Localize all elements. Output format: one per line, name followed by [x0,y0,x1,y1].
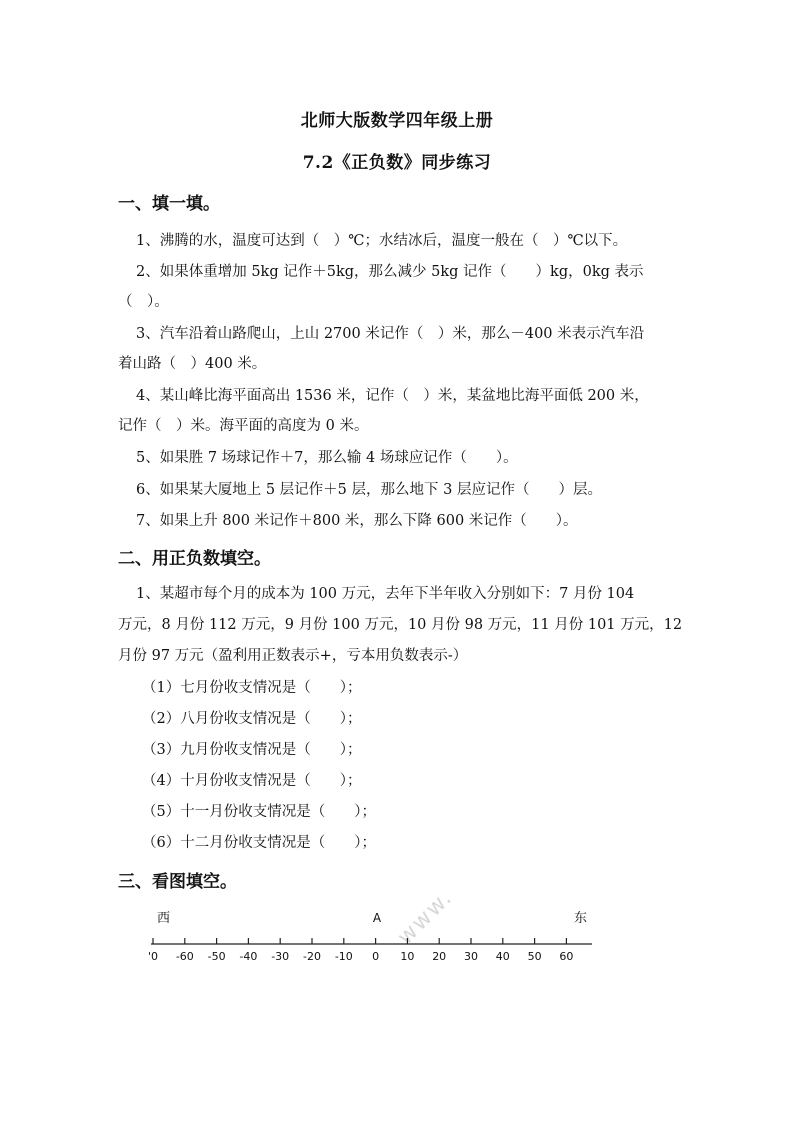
tick-label: 40 [495,950,510,963]
s2-item-3: （3）九月份收支情况是（ ）； [142,742,362,758]
s2-item-6: （6）十二月份收支情况是（ ）； [142,835,376,851]
tick-label: -10 [334,950,353,963]
q2-line-cont: （ ）。 [118,294,169,310]
tick-label: -40 [239,950,258,963]
q3-line-cont: 着山路（ ）400 米。 [118,356,267,372]
tick-label: -30 [271,950,290,963]
east-label: 东 [574,911,588,926]
tick-label: 20 [432,950,447,963]
tick-label: 60 [559,950,574,963]
q4-line-cont: 记作（ ）米。海平面的高度为 0 米。 [118,418,369,434]
s2-intro-line1: 1、某超市每个月的成本为 100 万元，去年下半年收入分别如下：7 月份 104 [136,586,635,602]
tick-label: '0 [147,950,159,963]
q3-line: 3、汽车沿着山路爬山，上山 2700 米记作（ ）米，那么－400 米表示汽车沿 [136,326,645,342]
tick-label: 30 [464,950,478,963]
watermark-text: www. [392,884,458,951]
q6-line: 6、如果某大厦地上 5 层记作＋5 层，那么地下 3 层应记作（ ）层。 [136,482,602,498]
tick-label: -60 [175,950,194,963]
q7-line: 7、如果上升 800 米记作＋800 米，那么下降 600 米记作（ ）。 [136,513,578,529]
number-line-diagram [140,900,610,970]
section2-heading: 二、用正负数填空。 [118,549,271,569]
tick-label: 0 [372,950,380,963]
s2-item-4: （4）十月份收支情况是（ ）； [142,773,362,789]
s2-item-5: （5）十一月份收支情况是（ ）； [142,804,376,820]
tick-label: -50 [207,950,226,963]
tick-label: 50 [527,950,542,963]
point-a-label: A [372,911,382,925]
q5-line: 5、如果胜 7 场球记作＋7，那么输 4 场球应记作（ ）。 [136,450,518,466]
section3-heading: 三、看图填空。 [118,872,237,892]
q4-line: 4、某山峰比海平面高出 1536 米，记作（ ）米，某盆地比海平面低 200 米， [136,388,649,404]
s2-intro-line3: 月份 97 万元（盈利用正数表示+，亏本用负数表示-） [118,648,468,664]
s2-intro-line2: 万元，8 月份 112 万元，9 月份 100 万元，10 月份 98 万元，11 月份 101 万元，12 [118,617,683,633]
s2-item-2: （2）八月份收支情况是（ ）； [142,711,362,727]
s2-item-1: （1）七月份收支情况是（ ）； [142,680,362,696]
number-line-ticks [148,938,573,963]
west-label: 西 [157,911,171,926]
tick-label: 10 [400,950,415,963]
q1-line: 1、沸腾的水，温度可达到（ ）℃；水结冰后，温度一般在（ ）℃以下。 [136,233,628,249]
tick-label: -20 [303,950,321,963]
document-title: 北师大版数学四年级上册 [300,111,494,131]
document-subtitle: 7.2《正负数》同步练习 [302,153,492,173]
q2-line: 2、如果体重增加 5kg 记作＋5kg，那么减少 5kg 记作（ ）kg，0kg 表示 [136,264,644,280]
section1-heading: 一、填一填。 [118,194,220,214]
